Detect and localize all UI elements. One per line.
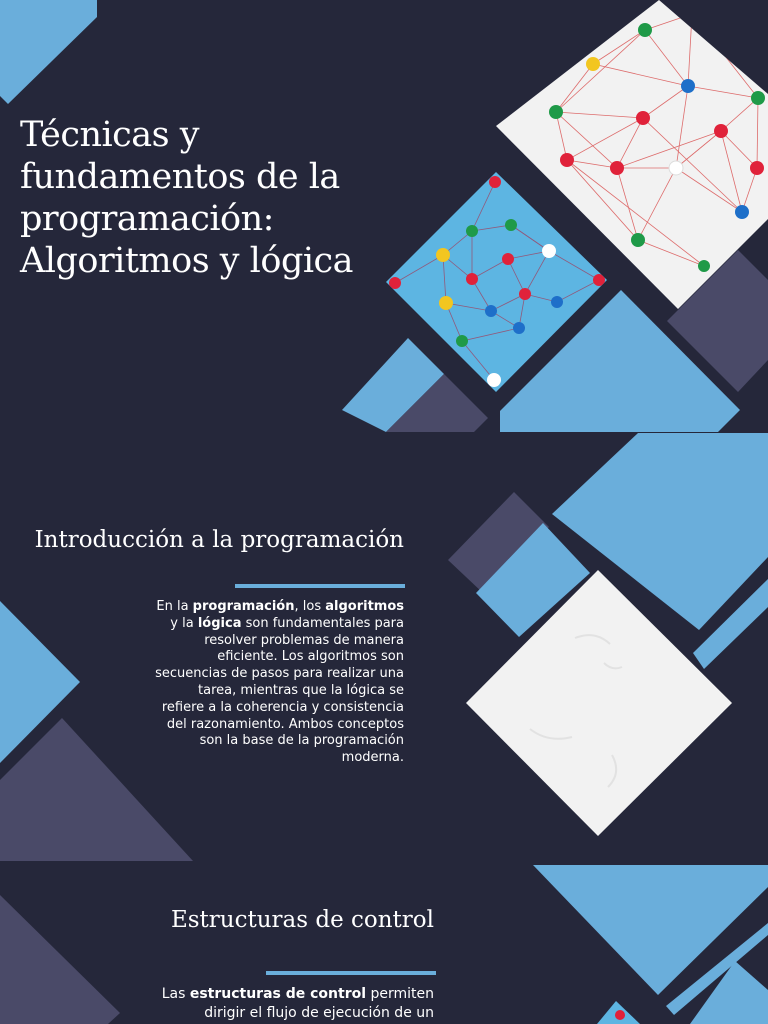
left-slate-diamond-shape	[0, 895, 120, 1024]
title-underline	[235, 584, 405, 588]
small-blue-diamond-shape	[690, 961, 768, 1024]
keyword-estructuras-de-control: estructuras de control	[189, 986, 367, 1002]
pushpin-photo-corner	[597, 1001, 640, 1024]
slide-title: Estructuras de control	[170, 907, 434, 933]
corner-diamond-shape	[0, 0, 97, 104]
title-underline	[266, 971, 436, 975]
intro-slide	[0, 433, 768, 863]
body-text-run: son fundamentales para resolver problemas de manera eficiente. Los algoritmos son secuencias de pasos para realizar una tarea, mientras que la lógica se refiere a la coherencia y consistencia del razonamiento. Ambos conceptos son la base de la programación moderna.	[155, 615, 404, 766]
keyword-programacion: programación	[192, 599, 295, 614]
slide-body-text	[152, 599, 404, 767]
body-text-run: y la	[170, 615, 198, 631]
keyword-algoritmos: algoritmos	[325, 599, 404, 614]
title-slide	[0, 0, 768, 432]
body-text-run: , los	[294, 599, 326, 614]
slide-title: Técnicas y fundamentos de la programación: Algoritmos y lógica	[20, 115, 354, 281]
keyword-logica: lógica	[197, 615, 242, 631]
slide-body-text	[150, 985, 434, 1023]
control-structures-slide	[0, 865, 768, 1024]
body-text-run: permiten dirigir el flujo de ejecución de un	[204, 986, 434, 1021]
body-text-run: En la	[156, 599, 193, 614]
body-text-run: Las	[161, 986, 190, 1002]
slide-title: Introducción a la programación	[34, 527, 404, 553]
